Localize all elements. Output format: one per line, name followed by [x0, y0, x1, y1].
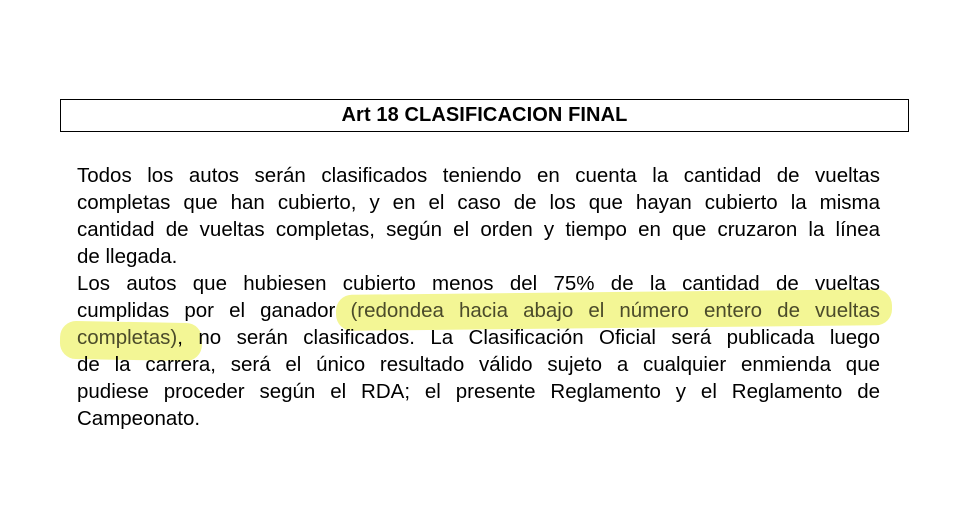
paragraph-2-line-6: Campeonato.	[77, 407, 201, 430]
highlighted-text-part-1: (redondea hacia abajo el número entero de vueltas	[350, 299, 881, 322]
paragraph-2-line-2	[77, 297, 880, 324]
paragraph-2-line-4: de la carrera, será el único resultado válido sujeto a cualquier enmienda que	[77, 353, 880, 376]
highlighted-text-part-2: completas)	[77, 326, 178, 349]
article-body	[77, 162, 880, 432]
paragraph-2-line-1: Los autos que hubiesen cubierto menos del 75% de la cantidad de vueltas	[77, 272, 880, 295]
paragraph-1-line-1: Todos los autos serán clasificados teniendo en cuenta la cantidad de vueltas	[77, 164, 880, 187]
paragraph-2-line-3	[77, 324, 880, 351]
paragraph-2-line-5: pudiese proceder según el RDA; el presente Reglamento y el Reglamento de	[77, 380, 880, 403]
paragraph-1-line-2: completas que han cubierto, y en el caso de los que hayan cubierto la misma	[77, 191, 880, 214]
paragraph-1-line-4: de llegada.	[77, 245, 178, 268]
paragraph-2-line-2-text: cumplidas por el ganador	[77, 299, 351, 322]
paragraph-2-line-3-text: , no serán clasificados. La Clasificación Oficial será publicada luego	[177, 326, 880, 349]
article-heading-box	[60, 99, 909, 132]
article-heading: Art 18 CLASIFICACION FINAL	[341, 104, 628, 126]
paragraph-1-line-3: cantidad de vueltas completas, según el orden y tiempo en que cruzaron la línea	[77, 218, 880, 241]
